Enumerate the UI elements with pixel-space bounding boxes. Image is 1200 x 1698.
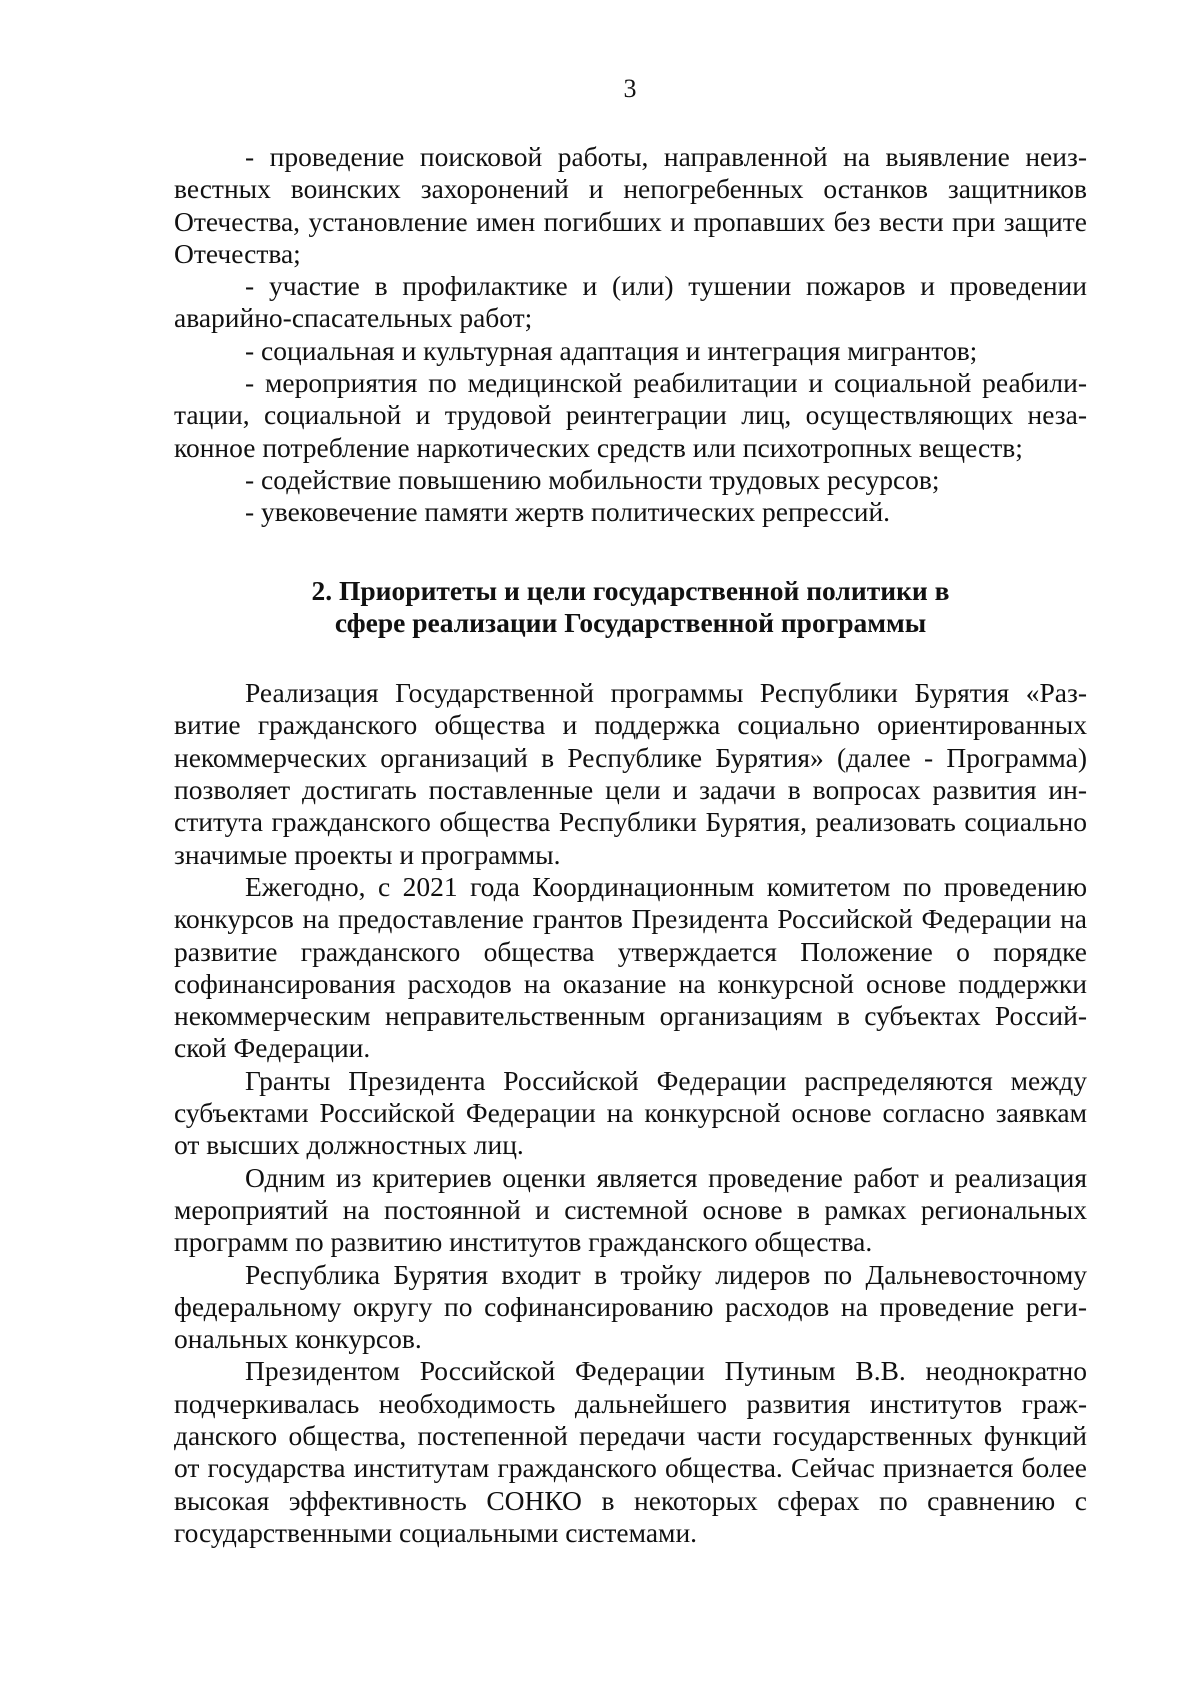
document-body <box>174 141 1087 1549</box>
section-heading-line-2: сфере реализации Государственной программы <box>334 606 927 638</box>
spacer <box>174 529 1087 575</box>
bullet-item: - участие в профилактике и (или) тушении пожаров и проведении аварийно-спасательных работ; <box>174 270 1087 334</box>
section-heading-line-1: 2. Приоритеты и цели государственной политики в <box>311 574 950 606</box>
bullet-item: - увековечение памяти жертв политических репрессий. <box>245 496 891 528</box>
page-number: 3 <box>623 74 637 103</box>
bullet-item: - мероприятия по медицинской реабилитации и социальной реабилитации, социальной и трудовой реинтеграции лиц, осуществляющих незаконное потребление наркотических средств или психотропных веществ; <box>174 367 1087 463</box>
bullet-item: - социальная и культурная адаптация и интеграция мигрантов; <box>245 334 978 366</box>
body-paragraph: Президентом Российской Федерации Путиным В.В. неоднократно подчеркивалась необходимость дальнейшего развития институтов гражданского общества, постепенной передачи части государственных функций от государства институтам гражданского общества. Сейчас признается более высокая эффективность СОНКО в некоторых сферах по сравнению с государственными социальными системами. <box>174 1355 1087 1548</box>
spacer <box>174 639 1087 677</box>
bullet-item: - содействие повышению мобильности трудовых ресурсов; <box>245 463 940 495</box>
body-paragraph: Одним из критериев оценки является проведение работ и реализация мероприятий на постоянной и системной основе в рамках региональных программ по развитию институтов гражданского общества. <box>174 1161 1087 1258</box>
body-paragraph: Гранты Президента Российской Федерации распределяются между субъектами Российской Федерации на конкурсной основе согласно заявкам от высших должностных лиц. <box>174 1064 1087 1161</box>
body-paragraph: Реализация Государственной программы Республики Бурятия «Развитие гражданского общества и поддержка социально ориентированных некоммерческих организаций в Республике Бурятия» (далее - Программа) позволяет достигать поставленные цели и задачи в вопросах развития института гражданского общества Республики Бурятия, реализовать социально значимые проекты и программы. <box>174 677 1087 870</box>
bullet-item: - проведение поисковой работы, направленной на выявление неизвестных воинских захоронений и непогребенных останков защитников Отечества, установление имен погибших и пропавших без вести при защите Отечества; <box>174 141 1087 269</box>
body-paragraph: Республика Бурятия входит в тройку лидеров по Дальневосточному федеральному округу по софинансированию расходов на проведение региональных конкурсов. <box>174 1258 1087 1355</box>
body-paragraph: Ежегодно, с 2021 года Координационным комитетом по проведению конкурсов на предоставление грантов Президента Российской Федерации на развитие гражданского общества утверждается Положение о порядке софинансирования расходов на оказание на конкурсной основе поддержки некоммерческим неправительственным организациям в субъектах Российской Федерации. <box>174 870 1087 1064</box>
